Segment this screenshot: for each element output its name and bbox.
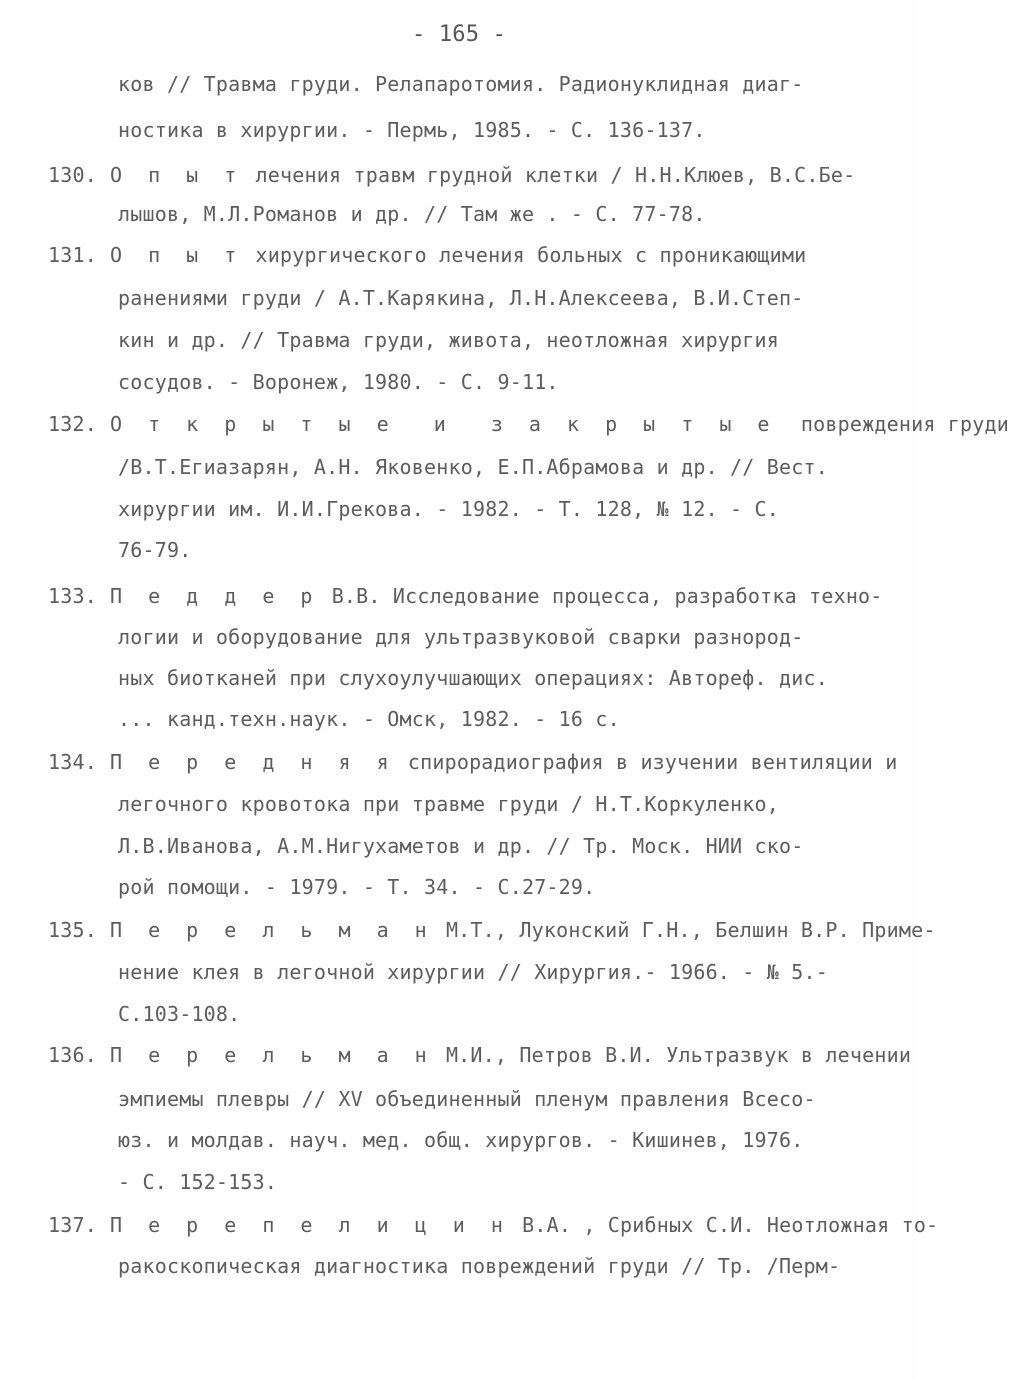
entry-line: нение клея в легочной хирургии // Хирургия.- 1966. - № 5.-	[118, 960, 828, 984]
entry-line: логии и оборудование для ультразвуковой сварки разнород-	[118, 625, 804, 649]
entry-line: В.А. , Срибных С.И. Неотложная то-	[509, 1213, 939, 1237]
entry-line: ... канд.техн.наук. - Омск, 1982. - 16 с.	[118, 707, 620, 731]
entry-line: /В.Т.Егиазарян, А.Н. Яковенко, Е.П.Абрамова и др. // Вест.	[118, 455, 828, 479]
bibliography-entry-137	[48, 1213, 938, 1237]
entry-line: хирургии им. И.И.Грекова. - 1982. - Т. 128, № 12. - С.	[118, 497, 780, 521]
bibliography-entry-131	[48, 243, 806, 267]
entry-number: 136.	[48, 1043, 97, 1067]
entry-line: Л.В.Иванова, А.М.Нигухаметов и др. // Тр. Моск. НИИ ско-	[118, 834, 804, 858]
bibliography-entry-134	[48, 750, 898, 774]
entry-number: 131.	[48, 243, 97, 267]
entry-line: сосудов. - Воронеж, 1980. - С. 9-11.	[118, 370, 559, 394]
entry-line: лышов, М.Л.Романов и др. // Там же . - С. 77-78.	[118, 202, 706, 226]
entry-line: ных биотканей при слухоулучшающих операциях: Автореф. дис.	[118, 666, 828, 690]
entry-spaced-title: П е д д е р	[110, 584, 320, 608]
entry-line: ков // Травма груди. Релапаротомия. Радионуклидная диаг-	[118, 72, 804, 96]
entry-spaced-title: П е р е л ь м а н	[110, 1043, 434, 1067]
entry-spaced-title: О т к р ы т ы е и з а к р ы т ы е	[110, 412, 777, 436]
entry-line: ракоскопическая диагностика повреждений груди // Тр. /Перм-	[118, 1254, 841, 1278]
entry-number: 133.	[48, 584, 97, 608]
entry-number: 135.	[48, 918, 97, 942]
bibliography-entry-133	[48, 584, 883, 608]
entry-line: ранениями груди / А.Т.Карякина, Л.Н.Алексеева, В.И.Степ-	[118, 286, 804, 310]
entry-line: ностика в хирургии. - Пермь, 1985. - С. 136-137.	[118, 118, 706, 142]
entry-spaced-title: П е р е п е л и ц и н	[110, 1213, 510, 1237]
entry-line: М.Т., Луконский Г.Н., Белшин В.Р. Приме-	[433, 918, 936, 942]
entry-line: В.В. Исследование процесса, разработка техно-	[319, 584, 883, 608]
entry-line: повреждения груди	[776, 412, 1009, 436]
entry-number: 132.	[48, 412, 97, 436]
entry-number: 134.	[48, 750, 97, 774]
entry-line: 76-79.	[118, 538, 192, 562]
bibliography-entry-130	[48, 163, 855, 187]
entry-line: рой помощи. - 1979. - Т. 34. - С.27-29.	[118, 875, 596, 899]
entry-spaced-title: О п ы т	[110, 163, 244, 187]
entry-line: лечения травм грудной клетки / Н.Н.Клюев, В.С.Бе-	[243, 163, 856, 187]
entry-line: кин и др. // Травма груди, живота, неотложная хирургия	[118, 328, 780, 352]
bibliography-entry-132	[48, 412, 1009, 436]
entry-spaced-title: П е р е д н я я	[110, 750, 396, 774]
entry-line: спирорадиография в изучении вентиляции и	[395, 750, 898, 774]
entry-number: 137.	[48, 1213, 97, 1237]
entry-line: М.И., Петров В.И. Ультразвук в лечении	[433, 1043, 912, 1067]
page-number: - 165 -	[411, 22, 507, 47]
entry-line: - С. 152-153.	[118, 1170, 278, 1194]
entry-line: хирургического лечения больных с проникающими	[243, 243, 807, 267]
entry-line: эмпиемы плевры // ХV объединенный пленум правления Всесо-	[118, 1087, 816, 1111]
entry-line: легочного кровотока при травме груди / Н.Т.Коркуленко,	[118, 792, 780, 816]
entry-spaced-title: П е р е л ь м а н	[110, 918, 434, 942]
entry-spaced-title: О п ы т	[110, 243, 244, 267]
bibliography-entry-136	[48, 1043, 911, 1067]
entry-line: юз. и молдав. науч. мед. общ. хирургов. - Кишинев, 1976.	[118, 1128, 804, 1152]
entry-line: С.103-108.	[118, 1002, 241, 1026]
entry-number: 130.	[48, 163, 97, 187]
bibliography-entry-135	[48, 918, 936, 942]
